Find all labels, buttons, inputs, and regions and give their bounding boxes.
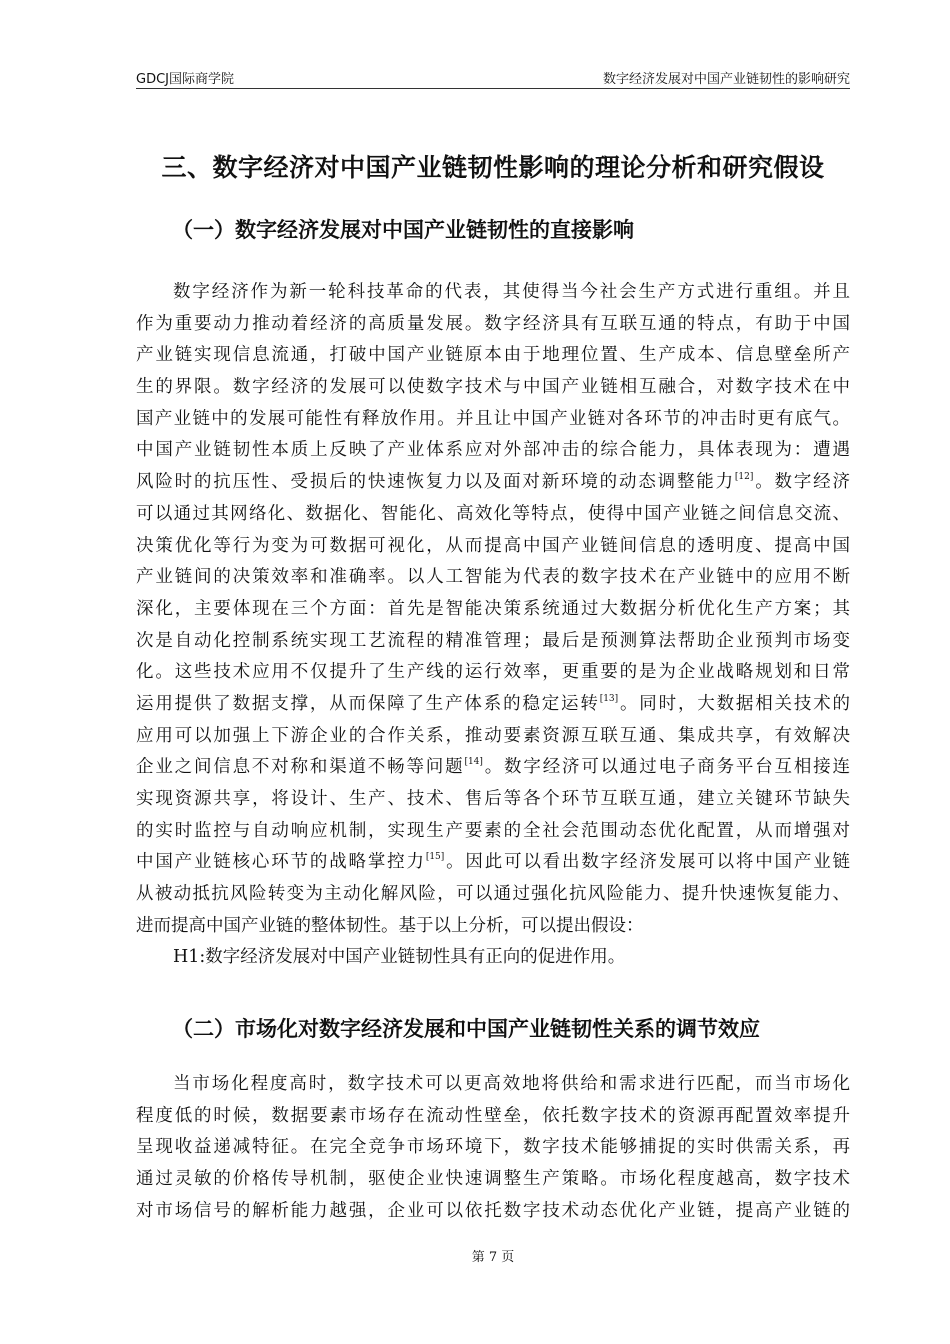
text-run: 中国产业链核心环节的战略掌控力 (136, 852, 426, 873)
paragraph-line: 程度低的时候，数据要素市场存在流动性壁垒，依托数字技术的资源再配置效率提升 (136, 1105, 850, 1126)
paragraph-line (136, 689, 850, 721)
subsection-title-2: （二）市场化对数字经济发展和中国产业链韧性关系的调节效应 (172, 1017, 760, 1041)
paragraph-line: 呈现收益递减特征。在完全竞争市场环境下，数字技术能够捕捉的实时供需关系，再 (136, 1137, 850, 1158)
paragraph-line: 的实时监控与自动响应机制，实现生产要素的全社会范围动态优化配置，从而增强对 (136, 820, 850, 841)
paragraph-line: 产业链实现信息流通，打破中国产业链原本由于地理位置、生产成本、信息壁垒所产 (136, 345, 850, 366)
page-header (136, 66, 850, 89)
text-run: 。数字经济可以通过电子商务平台互相接连 (482, 757, 850, 778)
paragraph-line: 深化，主要体现在三个方面：首先是智能决策系统通过大数据分析优化生产方案；其 (136, 598, 850, 619)
paragraph-line: 产业链间的决策效率和准确率。以人工智能为代表的数字技术在产业链中的应用不断 (136, 567, 850, 588)
subsection-title-1: （一）数字经济发展对中国产业链韧性的直接影响 (172, 218, 634, 242)
paragraph-line (136, 467, 850, 499)
paragraph-line: 决策优化等行为变为可数据可视化，从而提高中国产业链间信息的透明度、提高中国 (136, 535, 850, 556)
section-title: 三、数字经济对中国产业链韧性影响的理论分析和研究假设 (161, 153, 825, 182)
paragraph-line: 可以通过其网络化、数据化、智能化、高效化等特点，使得中国产业链之间信息交流、 (136, 503, 850, 524)
paragraph-line: 次是自动化控制系统实现工艺流程的精准管理；最后是预测算法帮助企业预判市场变 (136, 630, 850, 651)
paragraph-line: 当市场化程度高时，数字技术可以更高效地将供给和需求进行匹配，而当市场化 (173, 1074, 850, 1094)
paragraph-line: 化。这些技术应用不仅提升了生产线的运行效率，更重要的是为企业战略规划和日常 (136, 662, 850, 683)
page-number: 第 7 页 (471, 1250, 515, 1265)
paragraph-line (136, 847, 850, 879)
text-run: 。因此可以看出数字经济发展可以将中国产业链 (444, 852, 851, 873)
header-institution: GDCJ国际商学院 (136, 72, 234, 87)
citation-12: [12] (734, 472, 754, 483)
hypothesis-h1: H1:数字经济发展对中国产业链韧性具有正向的促进作用。 (173, 947, 626, 968)
paragraph-line: 国产业链中的发展可能性有释放作用。并且让中国产业链对各环节的冲击时更有底气。 (136, 408, 850, 429)
paragraph-line: 进而提高中国产业链的整体韧性。基于以上分析，可以提出假设： (136, 915, 644, 936)
text-run: 企业之间信息不对称和渠道不畅等问题 (136, 757, 465, 778)
text-run: 风险时的抗压性、受损后的快速恢复力以及面对新环境的动态调整能力 (136, 472, 735, 493)
paragraph-line: 通过灵敏的价格传导机制，驱使企业快速调整生产策略。市场化程度越高，数字技术 (136, 1169, 850, 1190)
paragraph-1 (136, 277, 850, 974)
paragraph-line: 应用可以加强上下游企业的合作关系，推动要素资源互联互通、集成共享，有效解决 (136, 725, 850, 746)
paragraph-line: 作为重要动力推动着经济的高质量发展。数字经济具有互联互通的特点，有助于中国 (136, 313, 850, 334)
citation-15: [15] (425, 852, 445, 863)
paragraph-line: 中国产业链韧性本质上反映了产业体系应对外部冲击的综合能力，具体表现为：遭遇 (136, 440, 850, 461)
text-run: 。同时，大数据相关技术的 (618, 693, 851, 714)
citation-14: [14] (464, 757, 483, 768)
paragraph-2 (136, 1069, 850, 1227)
paragraph-line: 数字经济作为新一轮科技革命的代表，其使得当今社会生产方式进行重组。并且 (173, 282, 850, 302)
header-paper-title: 数字经济发展对中国产业链韧性的影响研究 (602, 72, 850, 87)
text-run: 运用提供了数据支撑，从而保障了生产体系的稳定运转 (136, 693, 600, 714)
text-run: 。数字经济 (753, 472, 851, 493)
paragraph-line: 对市场信号的解析能力越强，企业可以依托数字技术动态优化产业链，提高产业链的 (136, 1200, 850, 1221)
paragraph-line: 实现资源共享，将设计、生产、技术、售后等各个环节互联互通，建立关键环节缺失 (136, 789, 850, 809)
paragraph-line (136, 752, 850, 784)
paragraph-line: 从被动抵抗风险转变为主动化解风险，可以通过强化抗风险能力、提升快速恢复能力、 (136, 884, 850, 905)
paragraph-line: 生的界限。数字经济的发展可以使数字技术与中国产业链相互融合，对数字技术在中 (136, 377, 850, 398)
citation-13: [13] (599, 693, 619, 704)
